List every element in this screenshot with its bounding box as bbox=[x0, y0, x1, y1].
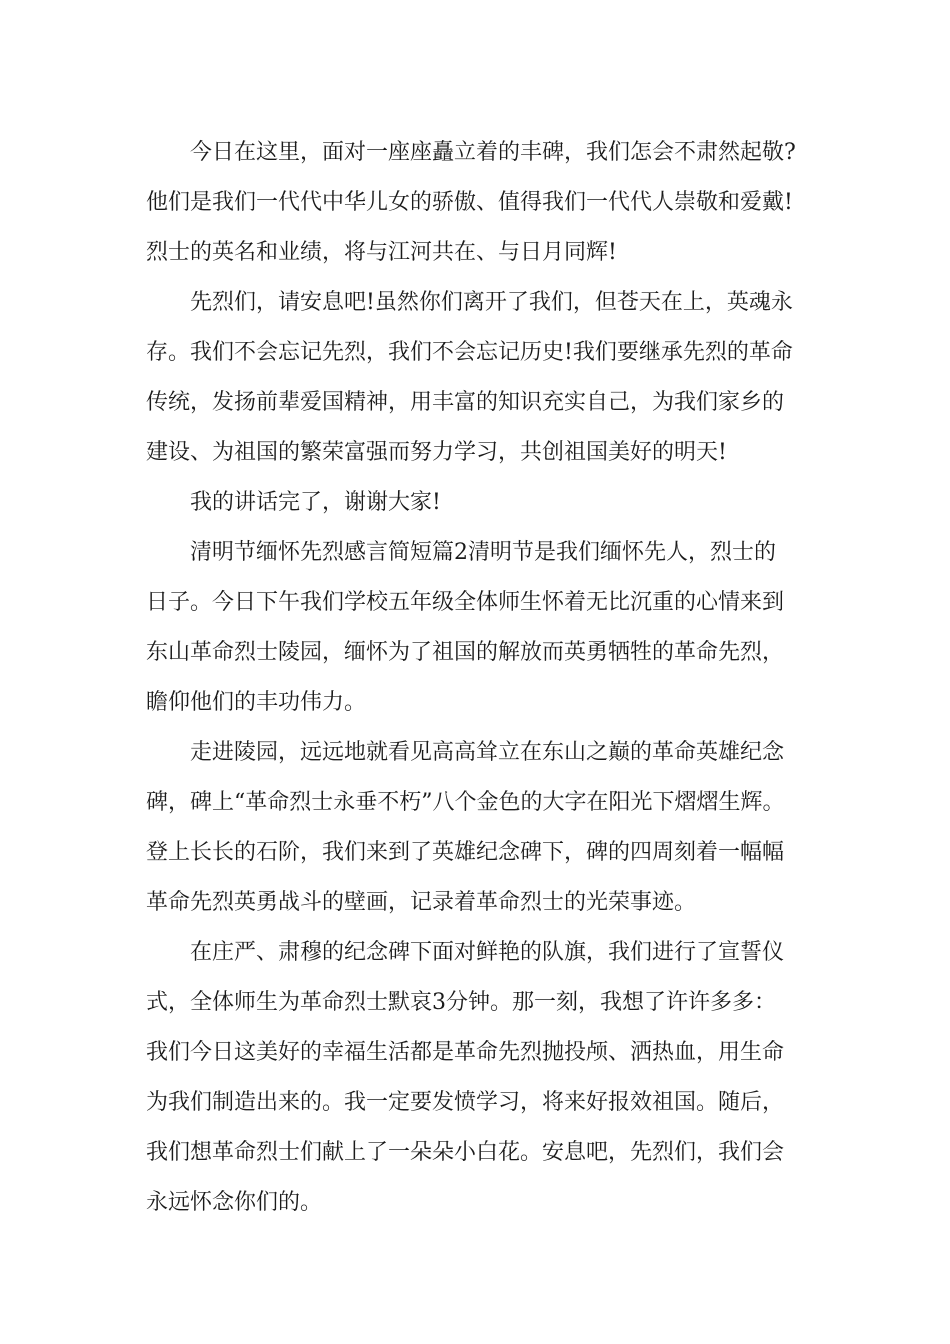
text-line: 我们想革命烈士们献上了一朵朵小白花。安息吧，先烈们，我们会 bbox=[146, 1140, 785, 1165]
text-line: 瞻仰他们的丰功伟力。 bbox=[146, 690, 367, 715]
text-line: 日子。今日下午我们学校五年级全体师生怀着无比沉重的心情来到 bbox=[146, 590, 785, 615]
text-line: 革命先烈英勇战斗的壁画，记录着革命烈士的光荣事迹。 bbox=[146, 890, 697, 915]
text-line: 传统，发扬前辈爱国精神，用丰富的知识充实自己，为我们家乡的 bbox=[146, 390, 785, 415]
text-line: 为我们制造出来的。我一定要发愤学习，将来好报效祖国。随后， bbox=[146, 1090, 785, 1115]
text-line: 先烈们，请安息吧!虽然你们离开了我们，但苍天在上，英魂永 bbox=[190, 290, 793, 315]
text-line: 在庄严、肃穆的纪念碑下面对鲜艳的队旗，我们进行了宣誓仪 bbox=[190, 940, 785, 965]
text-line: 走进陵园，远远地就看见高高耸立在东山之巅的革命英雄纪念 bbox=[190, 740, 785, 765]
text-line: 我们今日这美好的幸福生活都是革命先烈抛投颅、洒热血，用生命 bbox=[146, 1040, 785, 1065]
text-line: 今日在这里，面对一座座矗立着的丰碑，我们怎会不肃然起敬? bbox=[190, 140, 796, 165]
paragraph bbox=[146, 528, 810, 728]
paragraph bbox=[146, 278, 810, 478]
text-line: 他们是我们一代代中华儿女的骄傲、值得我们一代代人崇敬和爱戴! bbox=[146, 190, 793, 215]
text-line: 建设、为祖国的繁荣富强而努力学习，共创祖国美好的明天! bbox=[146, 440, 727, 465]
text-line: 式，全体师生为革命烈士默哀3分钟。那一刻，我想了许许多多： bbox=[146, 990, 776, 1015]
text-line: 碑，碑上“革命烈士永垂不朽”八个金色的大字在阳光下熠熠生辉。 bbox=[146, 790, 785, 815]
paragraph bbox=[146, 728, 810, 928]
text-line: 清明节缅怀先烈感言简短篇2清明节是我们缅怀先人，烈士的 bbox=[190, 540, 776, 565]
paragraph bbox=[146, 128, 810, 278]
paragraph bbox=[146, 478, 810, 528]
text-line: 登上长长的石阶，我们来到了英雄纪念碑下，碑的四周刻着一幅幅 bbox=[146, 840, 785, 865]
text-line: 东山革命烈士陵园，缅怀为了祖国的解放而英勇牺牲的革命先烈， bbox=[146, 640, 785, 665]
document-body bbox=[146, 128, 810, 1228]
text-line: 存。我们不会忘记先烈，我们不会忘记历史!我们要继承先烈的革命 bbox=[146, 340, 793, 365]
text-line: 烈士的英名和业绩，将与江河共在、与日月同辉! bbox=[146, 240, 617, 265]
text-line: 我的讲话完了，谢谢大家! bbox=[190, 490, 441, 515]
paragraph bbox=[146, 928, 810, 1228]
text-line: 永远怀念你们的。 bbox=[146, 1190, 323, 1215]
